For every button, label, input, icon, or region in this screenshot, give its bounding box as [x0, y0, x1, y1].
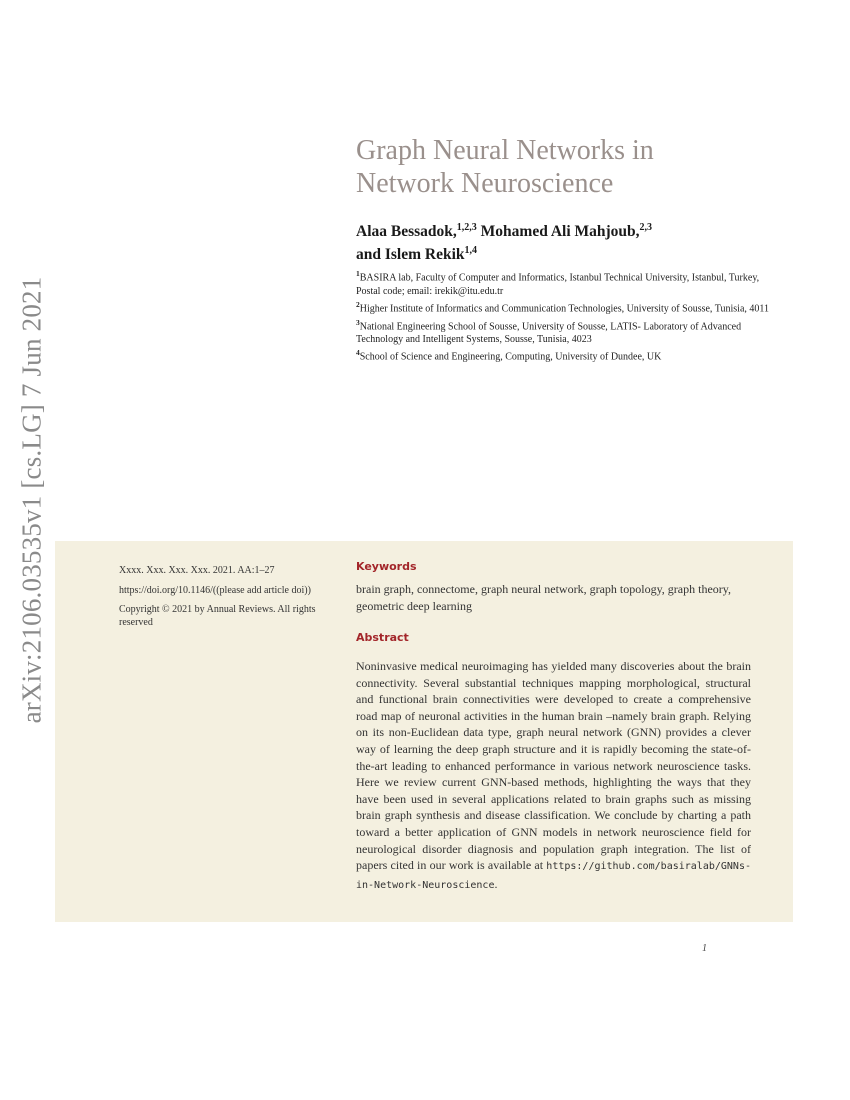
affiliation-number: 1: [356, 269, 360, 278]
github-link[interactable]: https://github.com/basiralab/GNNs-in-Network-Neuroscience: [356, 861, 751, 891]
author-name: and Islem Rekik: [356, 246, 465, 264]
affiliation-item: [356, 267, 776, 298]
arxiv-identifier-stamp: [10, 276, 54, 724]
affiliation-item: [356, 346, 776, 364]
author-name: Alaa Bessadok,: [356, 223, 457, 241]
abstract-end: .: [494, 876, 498, 891]
paper-title-line-2: Network Neuroscience: [356, 168, 614, 199]
affiliation-number: 2: [356, 299, 360, 309]
author-list: [356, 218, 796, 264]
author-name: Mohamed Ali Mahjoub,: [480, 223, 640, 241]
affiliation-number: 3: [356, 317, 360, 327]
author-affiliation-marker: 1,4: [464, 245, 478, 257]
affiliation-number: 4: [356, 348, 360, 358]
abstract-paragraph: Noninvasive medical neuroimaging has yielded many discoveries about the brain connectivity. Several substantial techniques mapping morphological, structural and functional brain connectivities were developed to create a comprehensive road map of neuronal activities in the human brain –namely brain graph. Relying on its non-Euclidean data type, graph neural network (GNN) provides a clever way of learning the deep graph structure and it is rapidly becoming the state-of-the-art leading to enhanced performance in various network neuroscience tasks. Here we review current GNN-based methods, highlighting the ways that they have been used in several applications related to brain graphs such as missing brain graph synthesis and disease classification. We conclude by charting a path toward a better application of GNN models in network neuroscience field for neurological disorder diagnosis and population graph integration. The list of papers cited in our work is available at: [356, 659, 751, 873]
keywords-text: brain graph, connectome, graph neural network, graph topology, graph theory, geometric deep learning: [356, 582, 731, 613]
paper-title-line-1: Graph Neural Networks in: [356, 135, 654, 166]
affiliation-text: National Engineering School of Sousse, University of Sousse, LATIS- Laboratory of Advanced Technology and Intelligent Systems, Sousse, Tunisia, 4023: [356, 320, 742, 346]
doi-link[interactable]: https://doi.org/10.1146/((please add article doi)): [119, 584, 311, 596]
affiliation-text: BASIRA lab, Faculty of Computer and Informatics, Istanbul Technical University, Istanbul, Turkey, Postal code; email: irekik@itu.edu.tr: [356, 272, 760, 297]
affiliation-text: School of Science and Engineering, Computing, University of Dundee, UK: [359, 351, 662, 363]
affiliation-item: [356, 316, 776, 347]
abstract-heading: Abstract: [356, 631, 409, 644]
author-affiliation-marker: 2,3: [639, 222, 653, 233]
affiliation-item: [356, 298, 776, 316]
copyright-notice: Copyright © 2021 by Annual Reviews. All rights reserved: [119, 604, 316, 628]
paper-title: [356, 134, 796, 200]
citation-line: Xxxx. Xxx. Xxx. Xxx. 2021. AA:1–27: [119, 565, 275, 576]
affiliation-list: [356, 267, 776, 364]
page-number: 1: [702, 943, 707, 954]
author-affiliation-marker: 1,2,3: [456, 222, 477, 233]
publication-meta: [119, 565, 319, 636]
affiliation-text: Higher Institute of Informatics and Communication Technologies, University of Sousse, Tunisia, 4011: [359, 303, 770, 315]
abstract-body: [356, 658, 751, 894]
keywords-heading: Keywords: [356, 560, 417, 573]
arxiv-identifier-text: arXiv:2106.03535v1 [cs.LG] 7 Jun 2021: [16, 276, 47, 724]
